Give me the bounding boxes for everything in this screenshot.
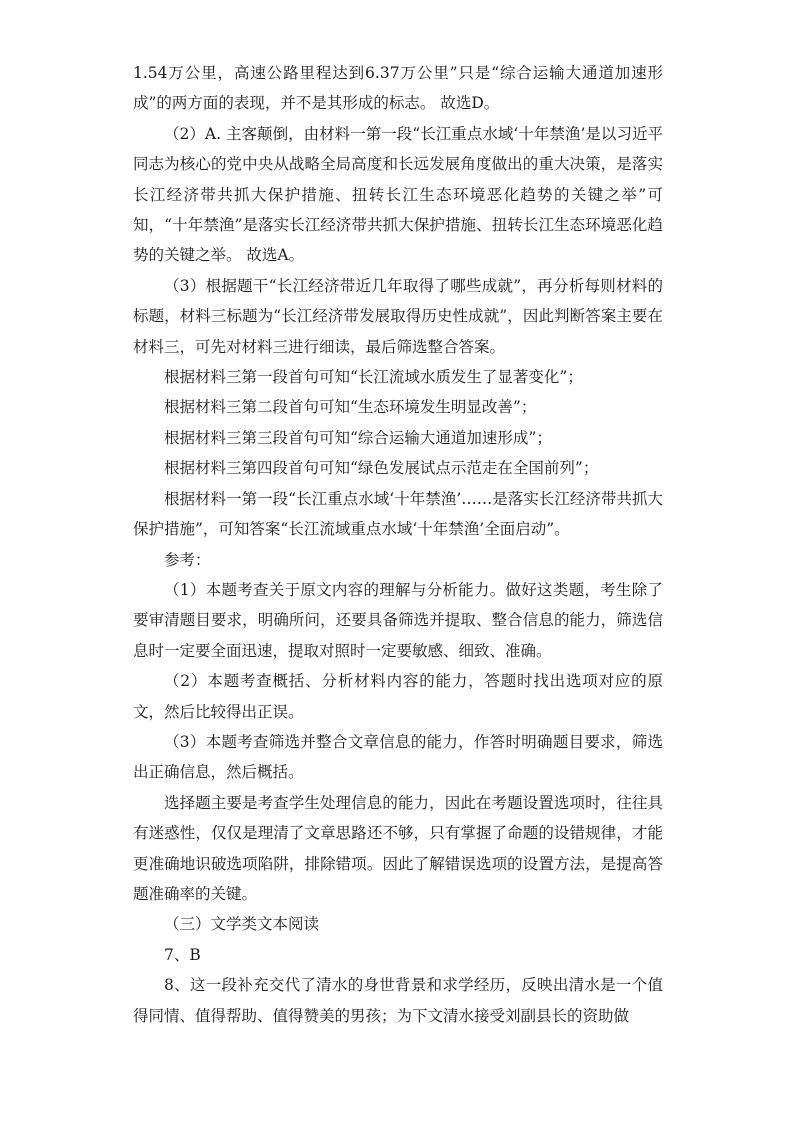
paragraph-answer-7: 7、B: [164, 945, 201, 964]
paragraph-reference-3: （3）本题考查筛选并整合文章信息的能力，作答时明确题目要求，筛选出正确信息，然后概括。: [133, 732, 663, 782]
paragraph-reference-heading: 参考：: [164, 550, 211, 569]
paragraph-reference-2: （2）本题考查概括、分析材料内容的能力，答题时找出选项对应的原文，然后比较得出正误。: [133, 672, 663, 721]
paragraph-answer-3: （3）根据题干“长江经济带近几年取得了哪些成就”，再分析每则材料的标题，材料三标题为“长江经济带发展取得历史性成就”，因此判断答案主要在材料三，可先对材料三进行细读，最后筛选整合答案。: [133, 276, 663, 356]
paragraph-material-3-section-2: 根据材料三第二段首句可知“生态环境发生明显改善”；: [164, 398, 537, 417]
paragraph-answer-8: 8、这一段补充交代了清水的身世背景和求学经历，反映出清水是一个值得同情、值得帮助、值得赞美的男孩；为下文清水接受刘副县长的资助做: [133, 976, 663, 1025]
section-heading-literary-reading: （三）文学类文本阅读: [164, 915, 320, 934]
paragraph-material-3-section-3: 根据材料三第三段首句可知“综合运输大通道加速形成”；: [164, 428, 552, 447]
paragraph-reference-1: （1）本题考查关于原文内容的理解与分析能力。做好这类题，考生除了要审清题目要求，明确所问，还要具备筛选并提取、整合信息的能力，筛选信息时一定要全面迅速，提取对照时一定要敏感、细致、准确。: [133, 580, 663, 660]
paragraph-material-3-section-1: 根据材料三第一段首句可知“长江流域水质发生了显著变化”；: [164, 368, 583, 387]
paragraph-material-3-section-4: 根据材料三第四段首句可知“绿色发展试点示范走在全国前列”；: [164, 459, 599, 478]
paragraph-choice-question-note: 选择题主要是考查学生处理信息的能力，因此在考题设置选项时，往往具有迷惑性，仅仅是理清了文章思路还不够，只有掌握了命题的设错规律，才能更准确地识破选项陷阱，排除错项。因此了解错误选项的设置方法，是提高答题准确率的关键。: [133, 793, 663, 903]
paragraph-material-1-section-1: 根据材料一第一段“长江重点水域‘十年禁渔’……是落实长江经济带共抓大保护措施”，可知答案“长江流域重点水域‘十年禁渔’全面启动”。: [133, 489, 663, 539]
document-body: [133, 58, 663, 1031]
paragraph-continuation: 1.54万公里，高速公路里程达到6.37万公里”只是“综合运输大通道加速形成”的两方面的表现，并不是其形成的标志。 故选D。: [133, 64, 663, 113]
paragraph-answer-2: （2）A. 主客颠倒，由材料一第一段“长江重点水域‘十年禁渔’是以习近平同志为核心的党中央从战略全局高度和长远发展角度做出的重大决策，是落实长江经济带共抓大保护措施、扭转长江生态环境恶化趋势的关键之举”可知，“十年禁渔”是落实长江经济带共抓大保护措施、扭转长江生态环境恶化趋势的关键之举。 故选A。: [133, 124, 663, 265]
